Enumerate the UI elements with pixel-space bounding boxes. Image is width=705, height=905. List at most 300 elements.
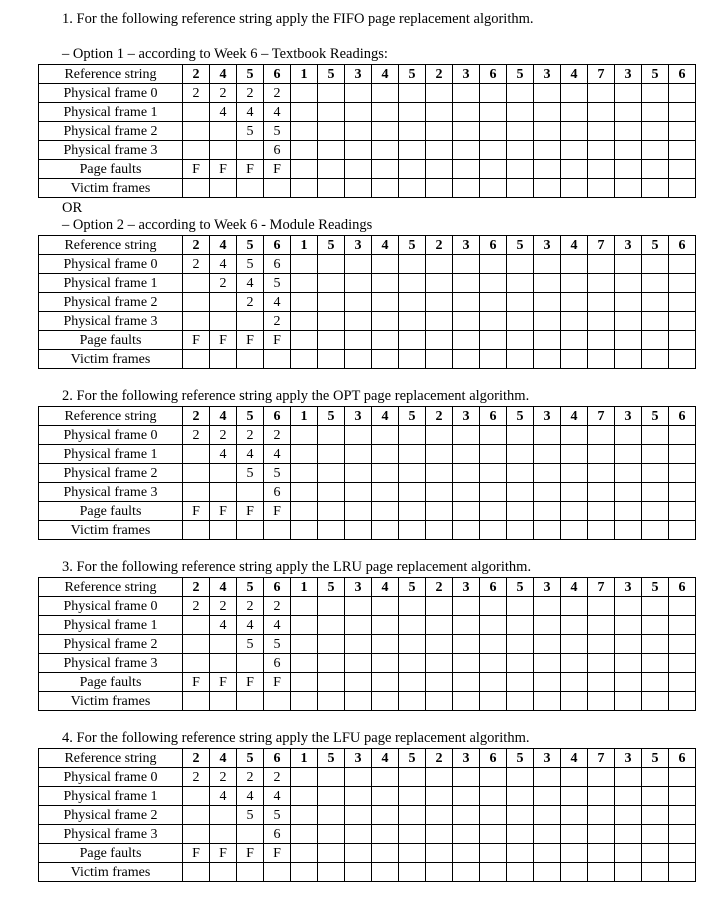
- grid-cell: [588, 521, 615, 540]
- grid-cell: 3: [453, 749, 480, 768]
- grid-cell: 5: [237, 65, 264, 84]
- grid-cell: [291, 350, 318, 369]
- grid-cell: [588, 863, 615, 882]
- grid-cell: [318, 806, 345, 825]
- grid-cell: [372, 331, 399, 350]
- grid-cell: [480, 502, 507, 521]
- grid-cell: [453, 844, 480, 863]
- grid-cell: [345, 274, 372, 293]
- grid-cell: [588, 122, 615, 141]
- grid-cell: 5: [264, 122, 291, 141]
- lfu-table: [38, 748, 696, 882]
- grid-cell: [615, 768, 642, 787]
- grid-cell: [399, 331, 426, 350]
- grid-cell: [642, 806, 669, 825]
- grid-cell: F: [210, 160, 237, 179]
- grid-cell: [426, 502, 453, 521]
- grid-cell: [399, 350, 426, 369]
- grid-cell: [210, 654, 237, 673]
- grid-cell: 3: [345, 65, 372, 84]
- grid-cell: [426, 84, 453, 103]
- grid-cell: [642, 521, 669, 540]
- grid-cell: [291, 255, 318, 274]
- grid-cell: [480, 141, 507, 160]
- grid-cell: [264, 863, 291, 882]
- row-label: Physical frame 0: [39, 255, 183, 274]
- grid-cell: [237, 654, 264, 673]
- page-faults-row: [39, 673, 696, 692]
- grid-cell: [480, 426, 507, 445]
- physical-frame-2-row: [39, 806, 696, 825]
- grid-cell: [291, 312, 318, 331]
- grid-cell: 6: [669, 236, 696, 255]
- row-label: Physical frame 2: [39, 464, 183, 483]
- grid-cell: [372, 84, 399, 103]
- grid-cell: [372, 597, 399, 616]
- grid-cell: 4: [372, 749, 399, 768]
- grid-cell: [588, 806, 615, 825]
- grid-cell: [669, 274, 696, 293]
- grid-cell: [642, 654, 669, 673]
- grid-cell: [534, 521, 561, 540]
- grid-cell: [615, 692, 642, 711]
- grid-cell: [561, 863, 588, 882]
- grid-cell: [372, 844, 399, 863]
- section-4-title: 4. For the following reference string apply the LFU page replacement algorithm.: [62, 730, 530, 746]
- grid-cell: [345, 179, 372, 198]
- grid-cell: [372, 673, 399, 692]
- grid-cell: [318, 844, 345, 863]
- grid-cell: [615, 863, 642, 882]
- physical-frame-0-row: [39, 84, 696, 103]
- grid-cell: 6: [264, 654, 291, 673]
- grid-cell: [426, 255, 453, 274]
- row-label: Physical frame 0: [39, 768, 183, 787]
- grid-cell: [588, 692, 615, 711]
- physical-frame-2-row: [39, 635, 696, 654]
- victim-frames-row: [39, 521, 696, 540]
- grid-cell: [561, 673, 588, 692]
- grid-cell: 2: [426, 236, 453, 255]
- grid-cell: [588, 274, 615, 293]
- grid-cell: [642, 312, 669, 331]
- grid-cell: [480, 768, 507, 787]
- grid-cell: [507, 502, 534, 521]
- grid-cell: [264, 521, 291, 540]
- grid-cell: [480, 863, 507, 882]
- victim-frames-row: [39, 179, 696, 198]
- grid-cell: [642, 616, 669, 635]
- grid-cell: [615, 293, 642, 312]
- grid-cell: [507, 616, 534, 635]
- grid-cell: [669, 521, 696, 540]
- grid-cell: [426, 673, 453, 692]
- grid-cell: [210, 464, 237, 483]
- grid-cell: [534, 616, 561, 635]
- grid-cell: [372, 521, 399, 540]
- grid-cell: 2: [183, 236, 210, 255]
- grid-cell: [669, 255, 696, 274]
- grid-cell: [642, 445, 669, 464]
- grid-cell: 6: [480, 65, 507, 84]
- grid-cell: [615, 635, 642, 654]
- grid-cell: 5: [237, 464, 264, 483]
- grid-cell: [453, 616, 480, 635]
- row-label: Page faults: [39, 502, 183, 521]
- physical-frame-3-row: [39, 141, 696, 160]
- grid-cell: [588, 350, 615, 369]
- grid-cell: 2: [264, 597, 291, 616]
- grid-cell: [291, 825, 318, 844]
- grid-cell: 4: [210, 236, 237, 255]
- grid-cell: [399, 616, 426, 635]
- grid-cell: F: [237, 844, 264, 863]
- grid-cell: 1: [291, 236, 318, 255]
- grid-cell: [534, 331, 561, 350]
- grid-cell: [453, 502, 480, 521]
- grid-cell: [210, 635, 237, 654]
- grid-cell: [318, 483, 345, 502]
- opt-table: [38, 406, 696, 540]
- physical-frame-3-row: [39, 825, 696, 844]
- grid-cell: [399, 103, 426, 122]
- grid-cell: [615, 787, 642, 806]
- grid-cell: [561, 445, 588, 464]
- grid-cell: 1: [291, 749, 318, 768]
- grid-cell: [480, 312, 507, 331]
- grid-cell: [345, 806, 372, 825]
- grid-cell: [507, 464, 534, 483]
- grid-cell: [183, 521, 210, 540]
- grid-cell: [507, 521, 534, 540]
- grid-cell: [291, 844, 318, 863]
- grid-cell: [399, 635, 426, 654]
- grid-cell: [291, 806, 318, 825]
- grid-cell: [345, 787, 372, 806]
- grid-cell: 3: [615, 65, 642, 84]
- row-label: Page faults: [39, 844, 183, 863]
- grid-cell: [291, 787, 318, 806]
- grid-cell: 4: [372, 236, 399, 255]
- grid-cell: [534, 673, 561, 692]
- grid-cell: [480, 331, 507, 350]
- grid-cell: [561, 312, 588, 331]
- grid-cell: 7: [588, 65, 615, 84]
- or-separator: OR: [62, 200, 83, 216]
- grid-cell: [183, 122, 210, 141]
- grid-cell: [588, 502, 615, 521]
- physical-frame-0-row: [39, 426, 696, 445]
- grid-cell: [318, 521, 345, 540]
- grid-cell: 6: [264, 578, 291, 597]
- grid-cell: [291, 445, 318, 464]
- section-2-title: 2. For the following reference string apply the OPT page replacement algorithm.: [62, 388, 530, 404]
- grid-cell: [345, 331, 372, 350]
- grid-cell: 5: [237, 407, 264, 426]
- grid-cell: 5: [264, 464, 291, 483]
- grid-cell: 3: [534, 749, 561, 768]
- grid-cell: [534, 844, 561, 863]
- grid-cell: [534, 863, 561, 882]
- grid-cell: F: [237, 160, 264, 179]
- grid-cell: [534, 84, 561, 103]
- grid-cell: [399, 464, 426, 483]
- grid-cell: [507, 787, 534, 806]
- grid-cell: [372, 293, 399, 312]
- section-1-title: 1. For the following reference string apply the FIFO page replacement algorithm.: [62, 11, 534, 27]
- grid-cell: [507, 806, 534, 825]
- grid-cell: [588, 312, 615, 331]
- grid-cell: 5: [507, 749, 534, 768]
- physical-frame-2-row: [39, 464, 696, 483]
- grid-cell: [615, 654, 642, 673]
- grid-cell: [480, 464, 507, 483]
- row-label: Physical frame 0: [39, 84, 183, 103]
- grid-cell: [372, 692, 399, 711]
- reference-string-row: [39, 65, 696, 84]
- grid-cell: 2: [210, 597, 237, 616]
- grid-cell: [480, 673, 507, 692]
- grid-cell: 4: [372, 65, 399, 84]
- reference-string-row: [39, 236, 696, 255]
- grid-cell: [480, 293, 507, 312]
- grid-cell: 5: [318, 236, 345, 255]
- grid-cell: 2: [426, 578, 453, 597]
- grid-cell: [426, 521, 453, 540]
- grid-cell: F: [183, 673, 210, 692]
- grid-cell: F: [183, 844, 210, 863]
- grid-cell: [669, 122, 696, 141]
- grid-cell: [669, 806, 696, 825]
- grid-cell: [399, 255, 426, 274]
- grid-cell: [669, 844, 696, 863]
- grid-cell: [615, 312, 642, 331]
- victim-frames-row: [39, 350, 696, 369]
- grid-cell: [642, 464, 669, 483]
- grid-cell: [345, 635, 372, 654]
- grid-cell: 4: [237, 616, 264, 635]
- grid-cell: [345, 673, 372, 692]
- row-label: Victim frames: [39, 863, 183, 882]
- grid-cell: [345, 844, 372, 863]
- grid-cell: [588, 616, 615, 635]
- physical-frame-0-row: [39, 768, 696, 787]
- grid-cell: [507, 426, 534, 445]
- grid-cell: 5: [237, 749, 264, 768]
- grid-cell: 2: [237, 84, 264, 103]
- grid-cell: [534, 312, 561, 331]
- grid-cell: [507, 844, 534, 863]
- grid-cell: 5: [399, 65, 426, 84]
- grid-cell: 2: [237, 426, 264, 445]
- row-label: Reference string: [39, 236, 183, 255]
- grid-cell: [426, 635, 453, 654]
- grid-cell: [318, 597, 345, 616]
- grid-cell: [183, 806, 210, 825]
- grid-cell: [561, 806, 588, 825]
- grid-cell: [480, 787, 507, 806]
- grid-cell: 6: [264, 255, 291, 274]
- grid-cell: [453, 179, 480, 198]
- grid-cell: [237, 141, 264, 160]
- grid-cell: [426, 825, 453, 844]
- grid-cell: [345, 768, 372, 787]
- page-faults-row: [39, 160, 696, 179]
- grid-cell: [264, 692, 291, 711]
- grid-cell: [399, 673, 426, 692]
- grid-cell: [642, 426, 669, 445]
- grid-cell: [669, 768, 696, 787]
- grid-cell: [318, 426, 345, 445]
- row-label: Physical frame 3: [39, 312, 183, 331]
- grid-cell: [642, 825, 669, 844]
- grid-cell: [534, 464, 561, 483]
- row-label: Page faults: [39, 331, 183, 350]
- grid-cell: [399, 768, 426, 787]
- grid-cell: [426, 160, 453, 179]
- grid-cell: [453, 331, 480, 350]
- grid-cell: [264, 350, 291, 369]
- grid-cell: [291, 863, 318, 882]
- grid-cell: [561, 787, 588, 806]
- grid-cell: 4: [561, 407, 588, 426]
- grid-cell: 5: [642, 578, 669, 597]
- grid-cell: [507, 768, 534, 787]
- grid-cell: [642, 502, 669, 521]
- grid-cell: [318, 103, 345, 122]
- grid-cell: 5: [507, 578, 534, 597]
- grid-cell: [291, 84, 318, 103]
- grid-cell: [642, 692, 669, 711]
- grid-cell: 5: [399, 236, 426, 255]
- grid-cell: [642, 160, 669, 179]
- grid-cell: [291, 502, 318, 521]
- row-label: Physical frame 3: [39, 825, 183, 844]
- grid-cell: [669, 160, 696, 179]
- grid-cell: F: [264, 502, 291, 521]
- grid-cell: [291, 293, 318, 312]
- grid-cell: [372, 350, 399, 369]
- grid-cell: 6: [669, 578, 696, 597]
- grid-cell: [534, 122, 561, 141]
- grid-cell: [399, 312, 426, 331]
- grid-cell: [669, 635, 696, 654]
- grid-cell: [507, 825, 534, 844]
- grid-cell: [183, 825, 210, 844]
- row-label: Physical frame 1: [39, 274, 183, 293]
- grid-cell: 3: [453, 578, 480, 597]
- grid-cell: [318, 312, 345, 331]
- grid-cell: [399, 160, 426, 179]
- grid-cell: [345, 521, 372, 540]
- grid-cell: [507, 312, 534, 331]
- grid-cell: [210, 141, 237, 160]
- grid-cell: 4: [210, 578, 237, 597]
- grid-cell: [561, 331, 588, 350]
- grid-cell: [507, 673, 534, 692]
- grid-cell: [183, 445, 210, 464]
- grid-cell: [426, 426, 453, 445]
- grid-cell: 2: [426, 749, 453, 768]
- grid-cell: [372, 635, 399, 654]
- grid-cell: [588, 255, 615, 274]
- grid-cell: [453, 350, 480, 369]
- grid-cell: 5: [642, 236, 669, 255]
- grid-cell: 6: [264, 407, 291, 426]
- grid-cell: [399, 787, 426, 806]
- grid-cell: [561, 426, 588, 445]
- grid-cell: [534, 350, 561, 369]
- grid-cell: [642, 103, 669, 122]
- grid-cell: F: [264, 331, 291, 350]
- physical-frame-1-row: [39, 616, 696, 635]
- grid-cell: 5: [237, 122, 264, 141]
- grid-cell: [318, 768, 345, 787]
- grid-cell: [642, 293, 669, 312]
- grid-cell: 4: [264, 445, 291, 464]
- grid-cell: 6: [264, 483, 291, 502]
- grid-cell: [318, 255, 345, 274]
- grid-cell: [291, 483, 318, 502]
- grid-cell: [399, 597, 426, 616]
- grid-cell: [372, 787, 399, 806]
- grid-cell: [372, 464, 399, 483]
- grid-cell: [345, 141, 372, 160]
- grid-cell: 7: [588, 749, 615, 768]
- grid-cell: [183, 293, 210, 312]
- grid-cell: [183, 654, 210, 673]
- grid-cell: [453, 597, 480, 616]
- grid-cell: 6: [480, 236, 507, 255]
- grid-cell: [291, 654, 318, 673]
- grid-cell: 4: [237, 274, 264, 293]
- grid-cell: [183, 103, 210, 122]
- grid-cell: [291, 464, 318, 483]
- grid-cell: [669, 863, 696, 882]
- grid-cell: F: [183, 502, 210, 521]
- grid-cell: [345, 312, 372, 331]
- row-label: Physical frame 2: [39, 635, 183, 654]
- grid-cell: [426, 445, 453, 464]
- grid-cell: [669, 103, 696, 122]
- grid-cell: [642, 122, 669, 141]
- grid-cell: 2: [183, 407, 210, 426]
- grid-cell: [561, 255, 588, 274]
- physical-frame-2-row: [39, 293, 696, 312]
- row-label: Page faults: [39, 160, 183, 179]
- grid-cell: [534, 597, 561, 616]
- grid-cell: 3: [534, 65, 561, 84]
- grid-cell: [345, 863, 372, 882]
- row-label: Victim frames: [39, 692, 183, 711]
- grid-cell: [507, 654, 534, 673]
- grid-cell: 5: [318, 407, 345, 426]
- grid-cell: [210, 825, 237, 844]
- grid-cell: [534, 141, 561, 160]
- page-faults-row: [39, 331, 696, 350]
- grid-cell: [534, 483, 561, 502]
- grid-cell: 2: [183, 749, 210, 768]
- grid-cell: [318, 160, 345, 179]
- grid-cell: [534, 635, 561, 654]
- grid-cell: [561, 616, 588, 635]
- grid-cell: [372, 274, 399, 293]
- grid-cell: [642, 768, 669, 787]
- grid-cell: 2: [264, 768, 291, 787]
- grid-cell: 4: [237, 445, 264, 464]
- grid-cell: [291, 521, 318, 540]
- grid-cell: 5: [237, 635, 264, 654]
